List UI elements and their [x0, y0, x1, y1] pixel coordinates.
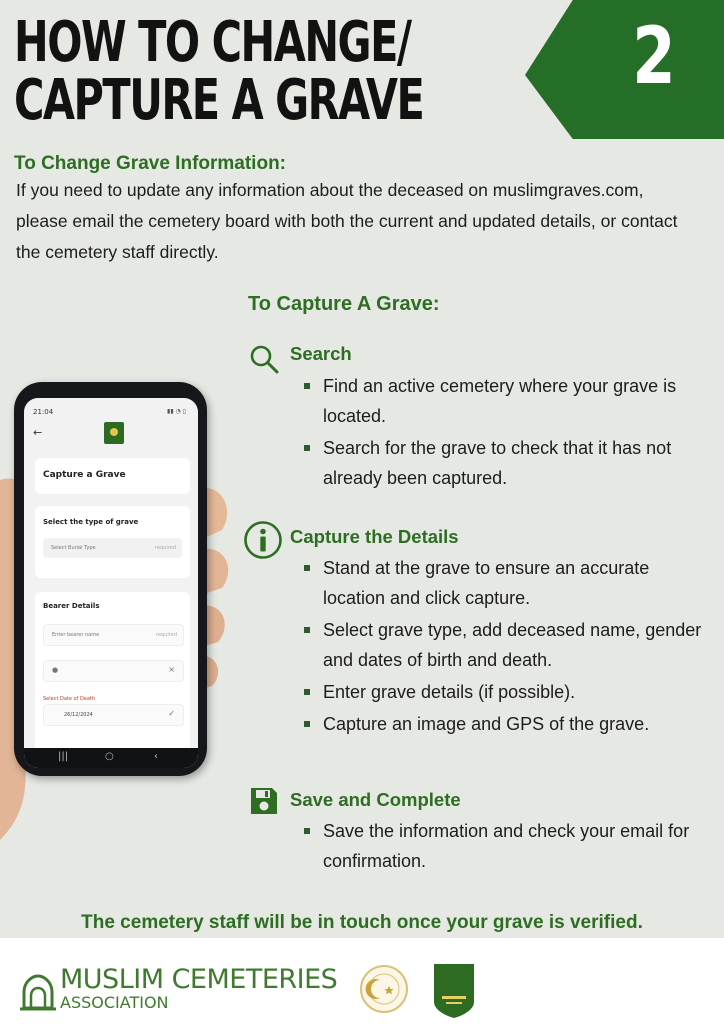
app-logo — [104, 422, 124, 444]
date-value: 26/12/2024 — [64, 712, 93, 718]
back-arrow-icon[interactable]: ← — [33, 426, 43, 439]
list-item: Save the information and check your email for confirmation. — [300, 816, 710, 876]
field-placeholder: Enter bearer name — [52, 632, 100, 638]
bearer-name-input[interactable] — [43, 624, 184, 646]
burial-type-select[interactable] — [43, 538, 182, 558]
search-bullets — [300, 371, 710, 495]
back-nav-icon[interactable]: ‹ — [154, 751, 158, 762]
capture-bullets — [300, 553, 710, 741]
page-title — [14, 10, 424, 133]
list-item: Stand at the grave to ensure an accurate location and click capture. — [300, 553, 710, 613]
home-icon[interactable]: ○ — [105, 751, 114, 762]
card-title: Capture a Grave — [43, 470, 126, 480]
phone-screen — [24, 398, 198, 768]
check-icon: ✓ — [168, 709, 175, 718]
capture-card — [35, 458, 190, 494]
date-label: Select Date of Death — [43, 696, 96, 702]
save-icon — [249, 786, 279, 816]
step-number: 2 — [632, 12, 676, 102]
list-item: Select grave type, add deceased name, gender and dates of birth and death. — [300, 615, 710, 675]
capture-heading: To Capture A Grave: — [248, 293, 440, 315]
mosque-logo-icon — [20, 972, 56, 1012]
list-item: Search for the grave to check that it has not already been captured. — [300, 433, 710, 493]
seal-logo — [359, 964, 409, 1014]
logo-line-1: MUSLIM CEMETERIES — [60, 964, 338, 995]
crest-logo — [432, 962, 476, 1018]
required-tag: required — [156, 632, 177, 638]
bearer-card — [35, 592, 190, 762]
title-line-1: HOW TO CHANGE/ — [14, 10, 411, 75]
recents-icon[interactable]: ||| — [58, 751, 69, 762]
status-time: 21:04 — [33, 408, 54, 416]
title-line-2: CAPTURE A GRAVE — [14, 68, 424, 133]
change-heading: To Change Grave Information: — [14, 153, 287, 174]
step-title-search: Search — [290, 343, 352, 364]
bearer-label: Bearer Details — [43, 602, 100, 610]
grave-type-label: Select the type of grave — [43, 518, 139, 526]
field-placeholder: Select Burial Type — [51, 545, 96, 551]
logo-line-2: ASSOCIATION — [60, 993, 169, 1012]
grave-type-card — [35, 506, 190, 578]
search-icon — [248, 343, 280, 375]
list-item: Enter grave details (if possible). — [300, 677, 710, 707]
footer-note: The cemetery staff will be in touch once your grave is verified. — [81, 912, 643, 933]
save-bullets — [300, 816, 710, 878]
person-icon: ● — [52, 666, 59, 674]
change-body: If you need to update any information about the deceased on muslimgraves.com, please email the cemetery board with both the current and updated details, or contact the cemetery staff directly. — [16, 180, 678, 262]
status-icons: ▮▮ ◔ ▯ — [167, 408, 186, 415]
name-input[interactable] — [43, 660, 184, 682]
date-input[interactable] — [43, 704, 184, 726]
required-tag: required — [155, 545, 176, 551]
step-title-save: Save and Complete — [290, 789, 461, 810]
clear-icon[interactable]: × — [168, 665, 175, 674]
list-item: Find an active cemetery where your grave is located. — [300, 371, 710, 431]
list-item: Capture an image and GPS of the grave. — [300, 709, 710, 739]
android-nav-bar — [24, 748, 198, 768]
step-title-capture: Capture the Details — [290, 526, 459, 547]
